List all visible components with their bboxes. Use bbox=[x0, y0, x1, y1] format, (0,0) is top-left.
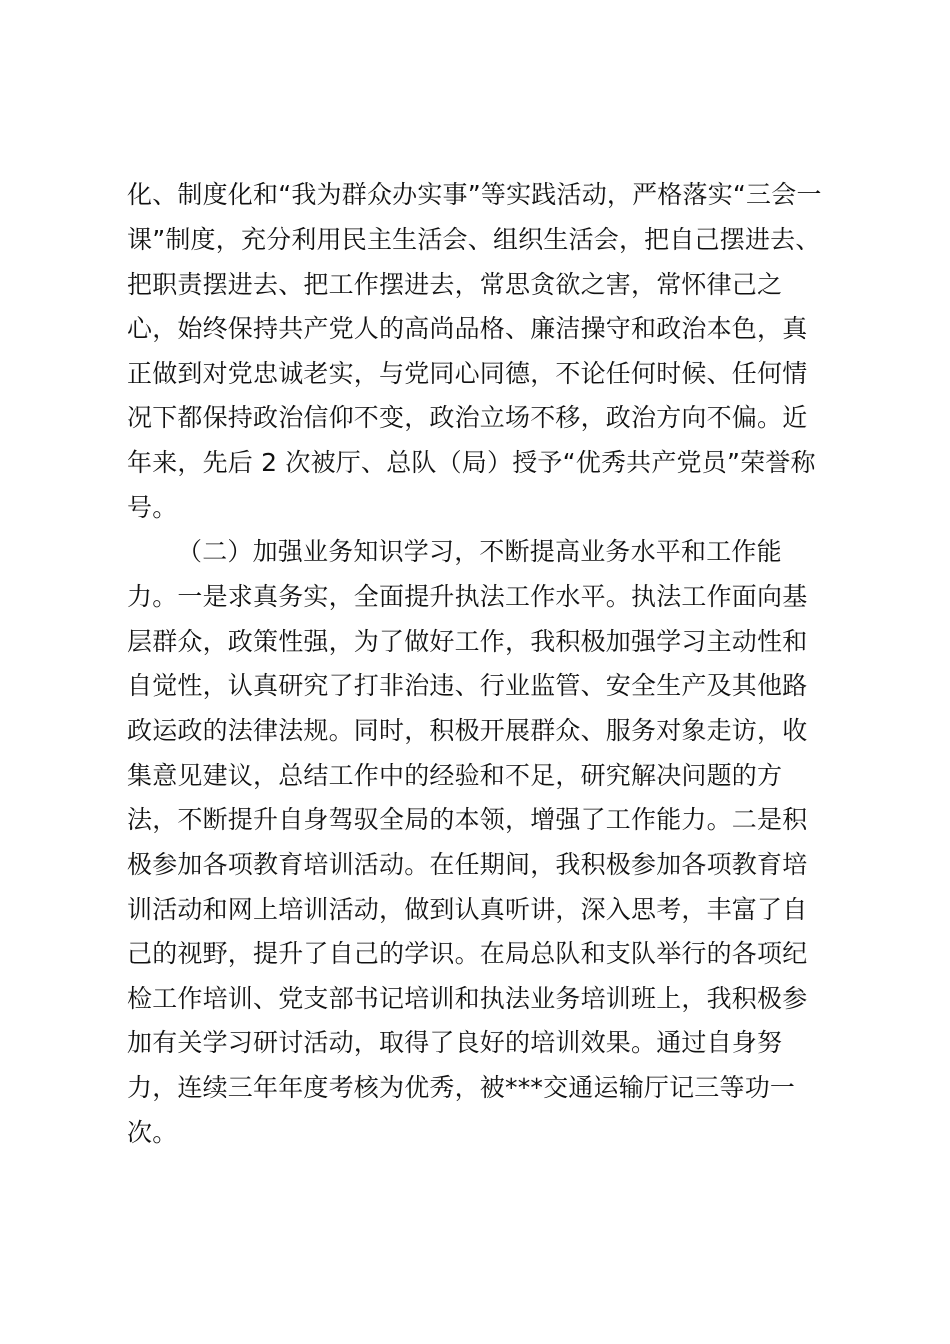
text-line: 力，连续三年年度考核为优秀，被***交通运输厅记三等功一 bbox=[127, 1073, 796, 1102]
text-line: 次。 bbox=[127, 1118, 178, 1147]
text-line: 己的视野，提升了自己的学识。在局总队和支队举行的各项纪 bbox=[127, 939, 808, 968]
text-line: 集意见建议，总结工作中的经验和不足，研究解决问题的方 bbox=[127, 761, 783, 790]
text-line: 加有关学习研讨活动，取得了良好的培训效果。通过自身努 bbox=[127, 1028, 783, 1057]
text-line: 把职责摆进去、把工作摆进去，常思贪欲之害，常怀律己之 bbox=[127, 270, 783, 299]
text-line: 力。一是求真务实，全面提升执法工作水平。执法工作面向基 bbox=[127, 582, 808, 611]
text-line: 层群众，政策性强，为了做好工作，我积极加强学习主动性和 bbox=[127, 627, 808, 656]
text-line: 课”制度，充分利用民主生活会、组织生活会，把自己摆进去、 bbox=[127, 225, 821, 254]
text-line: 年来，先后 2 次被厅、总队（局）授予“优秀共产党员”荣誉称 bbox=[127, 448, 816, 477]
text-line: 况下都保持政治信仰不变，政治立场不移，政治方向不偏。近 bbox=[127, 403, 808, 432]
text-line: 政运政的法律法规。同时，积极开展群众、服务对象走访，收 bbox=[127, 716, 808, 745]
text-line: 训活动和网上培训活动，做到认真听讲，深入思考，丰富了自 bbox=[127, 895, 808, 924]
text-line: 自觉性，认真研究了打非治违、行业监管、安全生产及其他路 bbox=[127, 671, 808, 700]
text-line: 正做到对党忠诚老实，与党同心同德，不论任何时候、任何情 bbox=[127, 359, 808, 388]
text-line: 化、制度化和“我为群众办实事”等实践活动，严格落实“三会一 bbox=[127, 180, 822, 209]
section-heading-line: （二）加强业务知识学习，不断提高业务水平和工作能 bbox=[177, 537, 782, 566]
text-line: 号。 bbox=[127, 493, 178, 522]
text-line: 法，不断提升自身驾驭全局的本领，增强了工作能力。二是积 bbox=[127, 805, 808, 834]
text-line: 心，始终保持共产党人的高尚品格、廉洁操守和政治本色，真 bbox=[127, 314, 808, 343]
text-line: 极参加各项教育培训活动。在任期间，我积极参加各项教育培 bbox=[127, 850, 808, 879]
text-line: 检工作培训、党支部书记培训和执法业务培训班上，我积极参 bbox=[127, 984, 808, 1013]
